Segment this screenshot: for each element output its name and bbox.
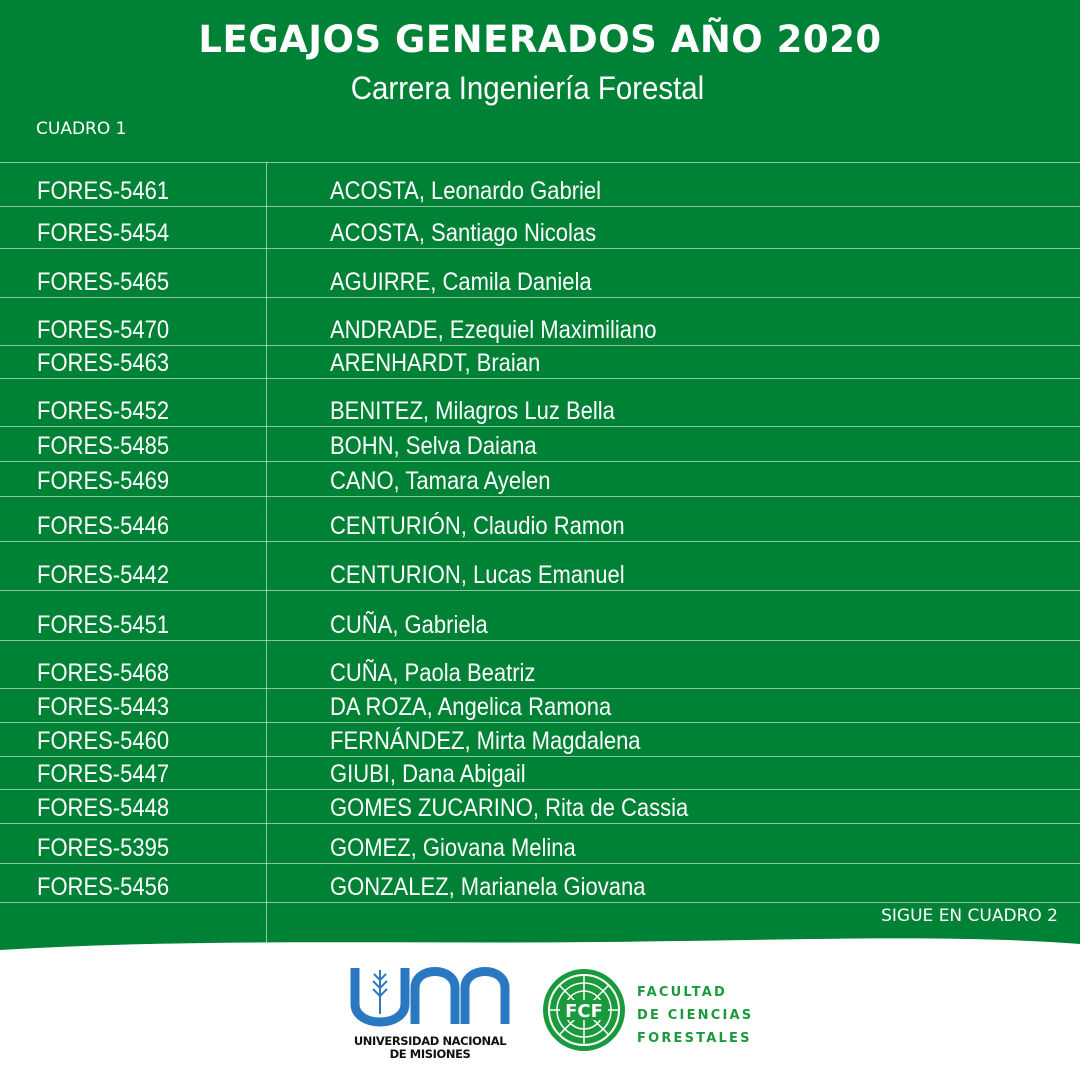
table-row [0, 863, 1080, 903]
table-row [0, 640, 1080, 688]
student-name: CENTURION, Lucas Emanuel [330, 561, 625, 589]
legajo-code: FORES-5469 [37, 467, 170, 495]
column-divider [266, 162, 267, 952]
legajo-code: FORES-5448 [37, 794, 170, 822]
legajo-code: FORES-5460 [37, 727, 170, 755]
fcf-name [637, 981, 753, 1050]
legajo-code: FORES-5461 [37, 177, 170, 205]
student-name: FERNÁNDEZ, Mirta Magdalena [330, 727, 641, 755]
table-row [0, 688, 1080, 722]
student-name: GIUBI, Dana Abigail [330, 760, 526, 788]
table-row [0, 206, 1080, 248]
student-name: BOHN, Selva Daiana [330, 432, 537, 460]
legajo-code: FORES-5443 [37, 693, 170, 721]
student-name: CUÑA, Paola Beatriz [330, 659, 536, 687]
unm-caption-line1: UNIVERSIDAD NACIONAL [353, 1034, 507, 1048]
fcf-line2: DE CIENCIAS [637, 1008, 754, 1023]
student-name: ARENHARDT, Braian [330, 349, 541, 377]
table-row [0, 756, 1080, 789]
page-subtitle: Carrera Ingeniería Forestal [350, 70, 705, 106]
table-row [0, 461, 1080, 496]
student-name: GOMES ZUCARINO, Rita de Cassia [330, 794, 689, 822]
legajo-code: FORES-5452 [37, 397, 170, 425]
table-row [0, 541, 1080, 590]
table-row [0, 496, 1080, 541]
legajo-code: FORES-5447 [37, 760, 170, 788]
student-name: ACOSTA, Leonardo Gabriel [330, 177, 602, 205]
student-name: GOMEZ, Giovana Melina [330, 834, 576, 862]
student-name: GONZALEZ, Marianela Giovana [330, 873, 646, 901]
fcf-logo-text: FCF [565, 1001, 603, 1022]
table-row [0, 789, 1080, 823]
student-name: AGUIRRE, Camila Daniela [330, 268, 592, 296]
table-row [0, 722, 1080, 756]
student-name: DA ROZA, Angelica Ramona [330, 693, 612, 721]
unm-caption-line2: DE MISIONES [389, 1047, 471, 1061]
student-name: ANDRADE, Ezequiel Maximiliano [330, 316, 657, 344]
table-row [0, 590, 1080, 640]
legajo-code: FORES-5454 [37, 219, 170, 247]
table-row [0, 345, 1080, 378]
student-name: BENITEZ, Milagros Luz Bella [330, 397, 615, 425]
legajo-code: FORES-5451 [37, 611, 170, 639]
student-name: ACOSTA, Santiago Nicolas [330, 219, 597, 247]
legajo-code: FORES-5395 [37, 834, 170, 862]
legajo-code: FORES-5446 [37, 512, 170, 540]
table-row [0, 162, 1080, 206]
student-name: CUÑA, Gabriela [330, 611, 488, 639]
table-row [0, 248, 1080, 297]
table-row [0, 823, 1080, 863]
legajo-code: FORES-5470 [37, 316, 170, 344]
legajo-code: FORES-5468 [37, 659, 170, 687]
legajo-code: FORES-5463 [37, 349, 170, 377]
table-row [0, 426, 1080, 461]
table-row [0, 378, 1080, 426]
continue-label: SIGUE EN CUADRO 2 [881, 906, 1058, 926]
student-name: CANO, Tamara Ayelen [330, 467, 551, 495]
page-title: LEGAJOS GENERADOS AÑO 2020 [198, 18, 882, 61]
table-label: CUADRO 1 [36, 119, 127, 139]
fcf-line3: FORESTALES [637, 1031, 752, 1046]
legajo-code: FORES-5465 [37, 268, 170, 296]
wave-divider [0, 930, 1080, 970]
fcf-line1: FACULTAD [637, 985, 727, 1000]
student-name: CENTURIÓN, Claudio Ramon [330, 512, 625, 540]
table-row [0, 297, 1080, 345]
fcf-logo-icon [540, 966, 628, 1054]
legajo-code: FORES-5456 [37, 873, 170, 901]
legajo-code: FORES-5485 [37, 432, 170, 460]
legajo-code: FORES-5442 [37, 561, 170, 589]
